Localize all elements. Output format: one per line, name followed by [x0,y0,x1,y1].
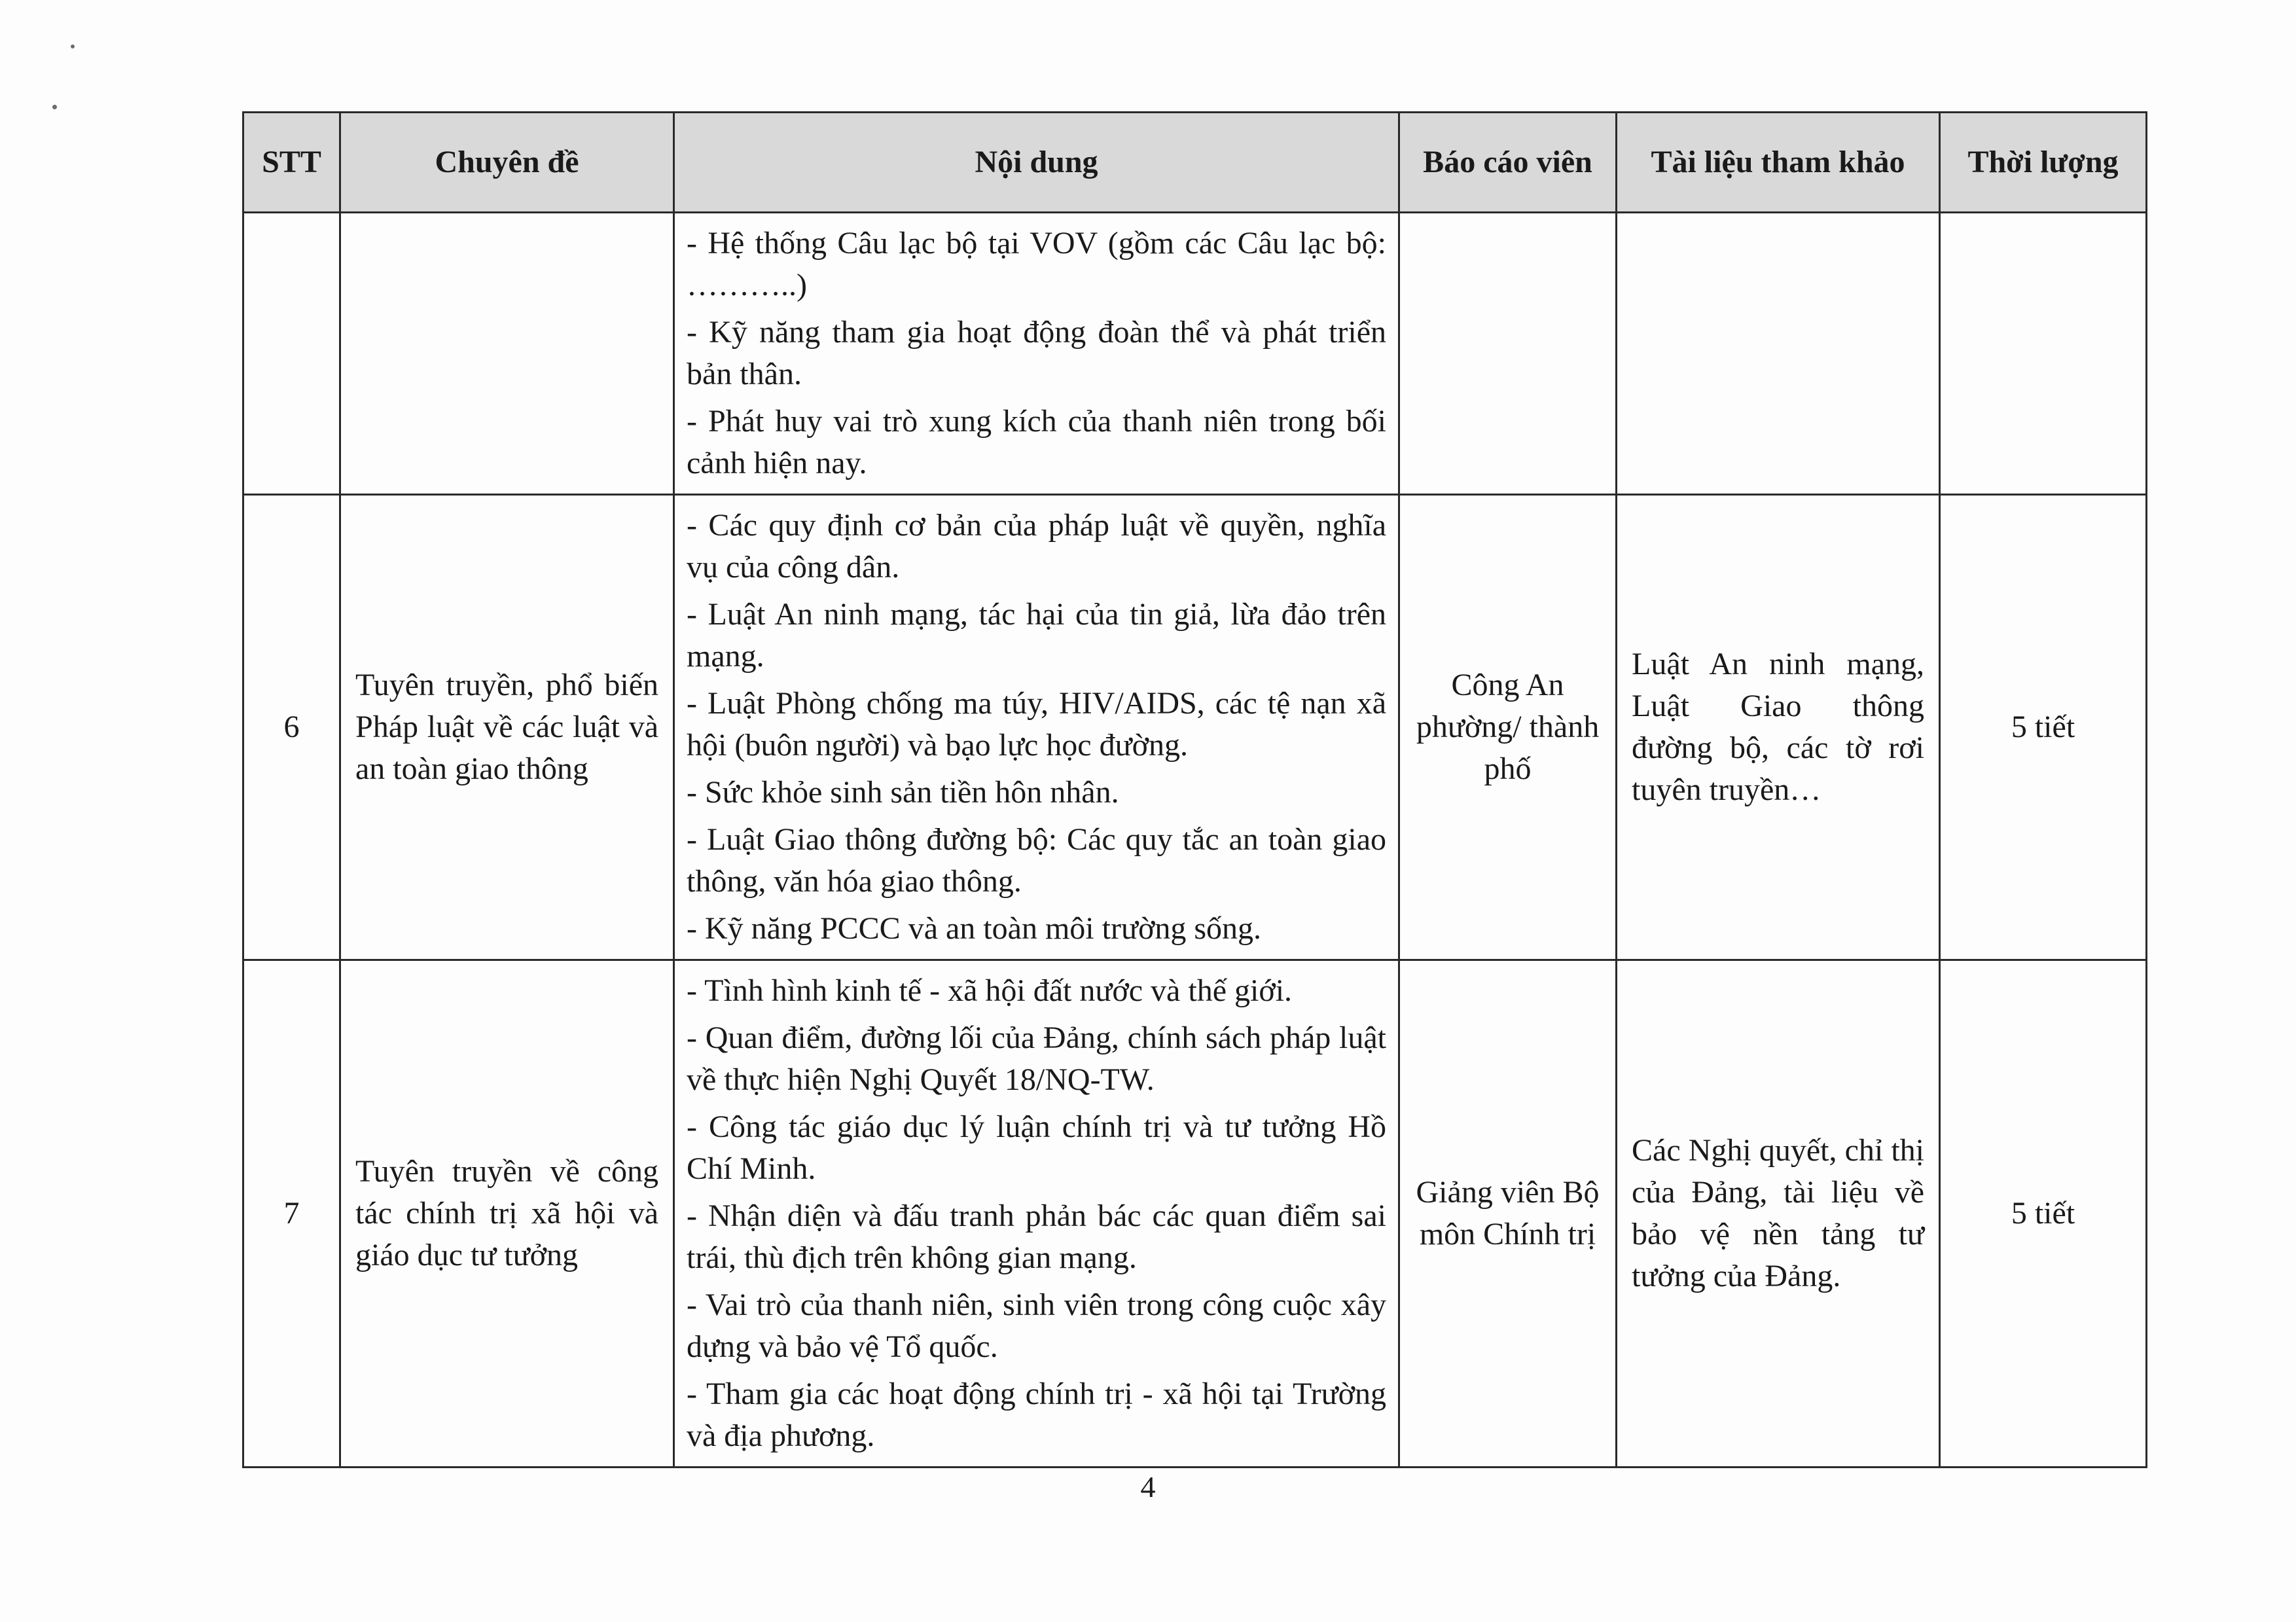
content-line: - Công tác giáo dục lý luận chính trị và tư tưởng Hồ Chí Minh. [687,1109,1386,1186]
cell-duration [1940,213,2147,495]
content-line: - Luật Phòng chống ma túy, HIV/AIDS, các tệ nạn xã hội (buôn người) và bạo lực học đường. [687,686,1386,763]
training-plan-table [242,111,2147,1468]
header-content: Nội dung [674,113,1399,213]
scan-speck [71,45,75,48]
page-number: 4 [1140,1470,1156,1504]
content-line: - Luật Giao thông đường bộ: Các quy tắc an toàn giao thông, văn hóa giao thông. [687,822,1386,899]
table-row [243,960,2147,1468]
cell-presenter [1399,213,1617,495]
cell-presenter: Công An phường/ thành phố [1399,495,1617,960]
content-line: - Kỹ năng tham gia hoạt động đoàn thể và phát triển bản thân. [687,315,1386,391]
content-line: - Hệ thống Câu lạc bộ tại VOV (gồm các Câu lạc bộ: ………..) [687,226,1386,302]
cell-stt: 6 [243,495,340,960]
content-line: - Tình hình kinh tế - xã hội đất nước và thế giới. [687,973,1293,1008]
header-topic: Chuyên đề [340,113,674,213]
table-row [243,213,2147,495]
table-header-row [243,113,2147,213]
cell-stt: 7 [243,960,340,1468]
header-presenter: Báo cáo viên [1399,113,1617,213]
content-line: - Sức khỏe sinh sản tiền hôn nhân. [687,775,1119,810]
content-line: - Nhận diện và đấu tranh phản bác các quan điểm sai trái, thù địch trên không gian mạng. [687,1198,1386,1275]
content-line: - Luật An ninh mạng, tác hại của tin giả, lừa đảo trên mạng. [687,597,1386,674]
table-row [243,495,2147,960]
cell-topic: Tuyên truyền về công tác chính trị xã hội và giáo dục tư tưởng [340,960,674,1468]
content-line: - Quan điểm, đường lối của Đảng, chính sách pháp luật về thực hiện Nghị Quyết 18/NQ-TW. [687,1020,1386,1097]
content-line: - Các quy định cơ bản của pháp luật về quyền, nghĩa vụ của công dân. [687,508,1386,585]
cell-duration: 5 tiết [1940,495,2147,960]
cell-duration: 5 tiết [1940,960,2147,1468]
cell-references [1617,213,1940,495]
cell-content [674,960,1399,1468]
cell-content [674,213,1399,495]
cell-content [674,495,1399,960]
scan-speck [52,105,57,109]
header-references: Tài liệu tham khảo [1617,113,1940,213]
content-line: - Kỹ năng PCCC và an toàn môi trường sống. [687,911,1262,946]
cell-topic: Tuyên truyền, phổ biến Pháp luật về các luật và an toàn giao thông [340,495,674,960]
content-line: - Tham gia các hoạt động chính trị - xã hội tại Trường và địa phương. [687,1377,1386,1453]
cell-topic [340,213,674,495]
header-stt: STT [243,113,340,213]
content-line: - Vai trò của thanh niên, sinh viên trong công cuộc xây dựng và bảo vệ Tổ quốc. [687,1288,1386,1364]
content-line: - Phát huy vai trò xung kích của thanh niên trong bối cảnh hiện nay. [687,404,1386,480]
cell-references: Luật An ninh mạng, Luật Giao thông đường bộ, các tờ rơi tuyên truyền… [1617,495,1940,960]
cell-presenter: Giảng viên Bộ môn Chính trị [1399,960,1617,1468]
header-duration: Thời lượng [1940,113,2147,213]
cell-references: Các Nghị quyết, chỉ thị của Đảng, tài liệu về bảo vệ nền tảng tư tưởng của Đảng. [1617,960,1940,1468]
cell-stt [243,213,340,495]
